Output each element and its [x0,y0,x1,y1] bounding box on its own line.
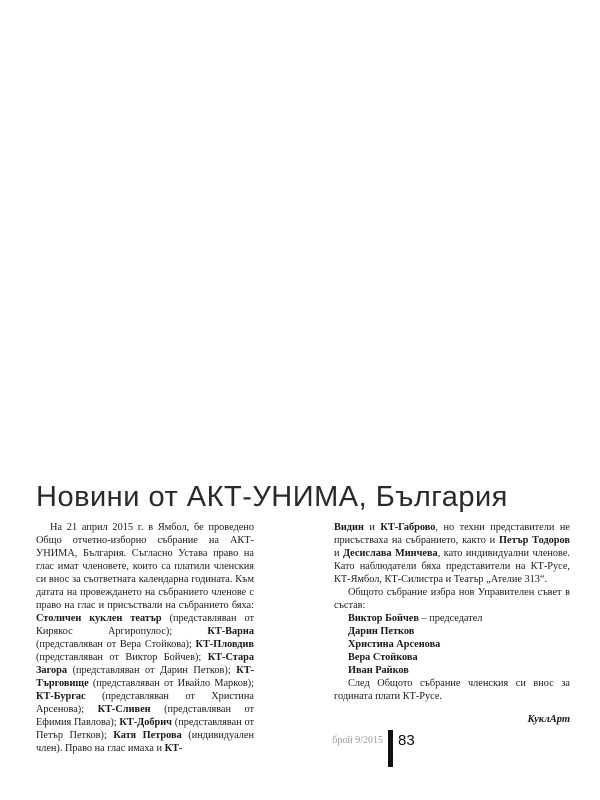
closing-paragraph: След Общото събрание членския си внос за годината плати КТ-Русе. [334,678,570,702]
board-member: Дарин Петков [348,626,415,637]
board-member: Иван Райков [348,665,409,676]
board-member: Виктор Бойчев – председател [348,613,483,624]
board-members-list [334,612,570,677]
intro-paragraph: На 21 април 2015 г. в Ямбол, бе проведено Общо отчетно-изборно събрание на АКТ-УНИМА, България. Съгласно Устава право на глас имат членовете, които са платили членския си внос за съответната календарна годината. Към датата на провеждането на събранието членове с право на глас и присъствали на събранието бяха: Столичен куклен театър (представляван от Кирякос Аргиропулос); КТ-Варна (представляван от Вера Стойкова); КТ-Пловдив (представляван от Виктор Бойчев); КТ-Стара Загора (представляван от Дарин Петков); КТ-Търговище (представляван от Ивайло Марков); КТ-Бургас (представляван от Христина Арсенова); КТ-Сливен (представляван от Ефимия Павлова); КТ-Добрич (представляван от Петър Петков); Катя Петрова (индивидуален член). Право на глас имаха и КТ- [36,522,254,754]
board-member: Вера Стойкова [348,652,418,663]
board-intro-paragraph: Общото събрание избра нов Управителен съвет в състав: [334,587,570,611]
board-member: Христина Арсенова [348,639,441,650]
issue-label: брой 9/2015 [332,735,383,746]
left-column [36,521,254,755]
page-number: 83 [398,732,415,749]
right-column [334,521,570,703]
continued-paragraph: Видин и КТ-Габрово, но техни представители не присъстваха на събранието, както и Петър Тодоров и Десислава Минчева, като индивидуални членове. Като наблюдатели бяха представители на КТ-Русе, КТ-Ямбол, КТ-Силистра и Театър „Ателие 313“. [334,522,570,585]
page-divider-bar [388,730,393,767]
article-title: Новини от АКТ-УНИМА, България [36,481,508,513]
author-signature: КуклАрт [527,714,570,725]
